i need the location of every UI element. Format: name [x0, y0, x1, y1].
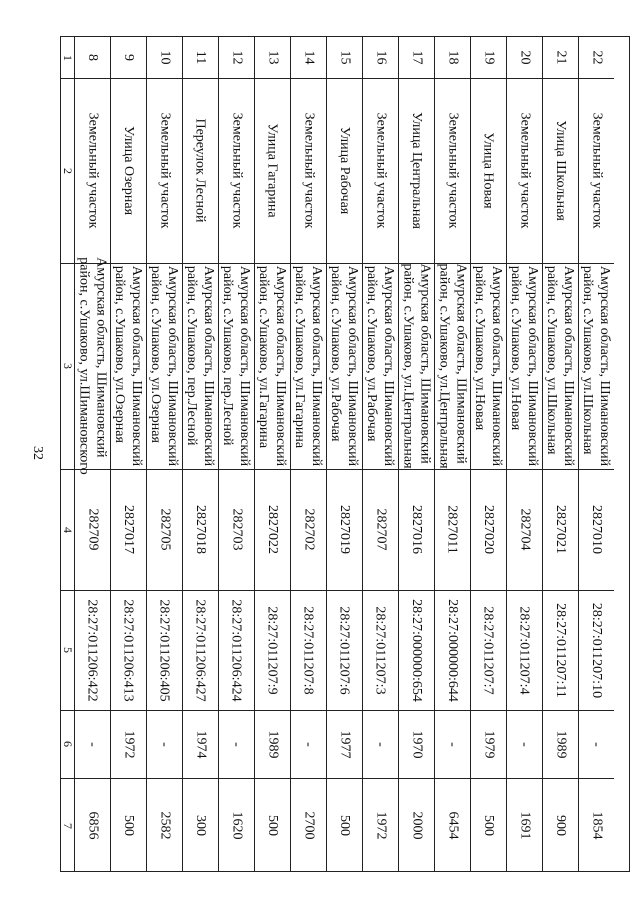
cadastral-number-text: 28:27:011207:3	[373, 605, 388, 695]
name-text: Улица Школьная	[553, 120, 569, 221]
address-line-2: район, с.Ушаково, ул.Школьная	[544, 265, 560, 455]
address-cell	[183, 263, 218, 469]
address-cell	[543, 263, 578, 469]
address-text	[580, 266, 614, 466]
cadastral-number-text: 28:27:011207:8	[301, 605, 316, 695]
address-cell	[399, 263, 434, 469]
code-cell	[579, 469, 614, 590]
cadastral-number-cell	[543, 590, 578, 710]
cadastral-number-cell	[75, 590, 110, 710]
name-cell	[435, 78, 470, 263]
row-number-cell	[543, 37, 578, 78]
address-cell	[75, 257, 110, 475]
row-number-text: 20	[517, 50, 532, 65]
cadastral-number-text: 28:27:011206:413	[121, 598, 136, 702]
table-row	[110, 37, 146, 871]
address-text	[328, 266, 362, 466]
name-cell	[327, 78, 362, 263]
header-label: 6	[60, 741, 75, 747]
code-text: 282702	[301, 508, 316, 551]
address-line-1: Амурская область, Шимановский	[489, 265, 505, 467]
address-line-2: район, с.Ушаково, ул.Рабочая	[328, 265, 344, 442]
code-cell	[543, 469, 578, 590]
value-cell	[183, 778, 218, 873]
name-text: Земельный участок	[589, 112, 604, 229]
value-text: 1972	[373, 811, 388, 840]
table-row	[470, 37, 506, 871]
address-cell	[363, 263, 398, 469]
row-number-text: 18	[445, 50, 460, 65]
year-text: 1989	[265, 730, 280, 758]
address-text	[400, 263, 434, 468]
row-number-cell	[435, 37, 470, 78]
table-row	[218, 37, 254, 871]
row-number-text: 10	[157, 50, 172, 65]
value-text: 900	[553, 815, 568, 836]
code-text: 282705	[157, 508, 172, 551]
header-label: 5	[60, 647, 75, 653]
table-row	[182, 37, 218, 871]
row-number-cell	[363, 37, 398, 78]
value-cell	[435, 778, 470, 873]
code-cell	[471, 469, 506, 590]
year-text: -	[588, 741, 604, 747]
name-text: Земельный участок	[301, 112, 316, 229]
address-cell	[327, 263, 362, 469]
name-cell	[111, 78, 146, 263]
name-text: Земельный участок	[157, 112, 172, 229]
address-text	[364, 266, 398, 466]
address-text	[148, 266, 182, 466]
code-cell	[507, 469, 542, 590]
cadastral-number-cell	[327, 590, 362, 710]
address-cell	[255, 263, 290, 469]
code-text: 2827021	[553, 505, 568, 554]
row-number-cell	[291, 37, 326, 78]
code-cell	[399, 469, 434, 590]
name-text: Земельный участок	[229, 112, 244, 229]
address-line-2: район, с.Ушаково, ул.Шимановского	[76, 257, 92, 475]
address-line-2: район, с.Ушаково, ул.Центральная	[400, 263, 416, 469]
cadastral-number-cell	[399, 590, 434, 710]
address-text	[256, 266, 290, 466]
year-text: -	[516, 741, 532, 747]
year-cell	[543, 710, 578, 778]
year-text: 1979	[481, 730, 496, 758]
address-line-2: район, с.Ушаково, ул.Озерная	[112, 265, 128, 443]
name-cell	[183, 78, 218, 263]
name-cell	[147, 78, 182, 263]
row-number-text: 21	[553, 50, 568, 65]
table-row	[542, 37, 578, 871]
row-number-cell	[147, 37, 182, 78]
value-text: 1691	[517, 811, 532, 840]
value-cell	[75, 778, 110, 873]
value-text: 500	[481, 815, 496, 836]
cadastral-number-text: 28:27:011207:7	[481, 605, 496, 695]
cadastral-number-text: 28:27:011207:9	[265, 605, 280, 695]
row-number-text: 19	[481, 50, 496, 65]
table-row	[362, 37, 398, 871]
year-cell	[219, 710, 254, 778]
name-cell	[291, 78, 326, 263]
address-text	[112, 266, 146, 466]
table-row	[398, 37, 434, 871]
address-text	[220, 266, 254, 466]
cadastral-number-cell	[363, 590, 398, 710]
value-text: 500	[121, 815, 136, 836]
header-label: 1	[60, 54, 75, 61]
value-cell	[111, 778, 146, 873]
name-cell	[219, 78, 254, 263]
name-cell	[471, 78, 506, 263]
table-row	[146, 37, 182, 871]
code-cell	[183, 469, 218, 590]
year-text: -	[444, 741, 460, 747]
row-number-text: 22	[589, 50, 604, 65]
year-cell	[471, 710, 506, 778]
year-cell	[399, 710, 434, 778]
value-text: 2582	[157, 811, 172, 840]
row-number-text: 17	[409, 50, 424, 65]
year-cell	[363, 710, 398, 778]
address-line-1: Амурская область, Шимановский	[273, 265, 289, 467]
table-row	[290, 37, 326, 871]
value-cell	[219, 778, 254, 873]
value-cell	[363, 778, 398, 873]
name-cell	[579, 78, 614, 263]
code-cell	[435, 469, 470, 590]
header-cell	[61, 37, 74, 78]
row-number-cell	[219, 37, 254, 78]
cadastral-number-cell	[507, 590, 542, 710]
cadastral-number-text: 28:27:011206:422	[85, 598, 100, 702]
address-line-1: Амурская область, Шимановский	[597, 265, 613, 467]
address-line-1: Амурская область, Шимановский	[417, 263, 433, 464]
row-number-text: 12	[229, 50, 244, 65]
name-text: Улица Гагарина	[265, 123, 281, 218]
header-cell	[61, 78, 74, 263]
cadastral-number-text: 28:27:000000:644	[445, 598, 461, 702]
cadastral-number-cell	[111, 590, 146, 710]
code-text: 2827010	[589, 505, 604, 554]
address-line-2: район, с.Ушаково, пер.Лесной	[220, 265, 236, 446]
year-cell	[327, 710, 362, 778]
value-cell	[507, 778, 542, 873]
address-text	[472, 266, 506, 466]
address-line-1: Амурская область, Шимановский	[381, 265, 397, 467]
year-text: 1989	[553, 730, 568, 758]
cadastral-number-text: 28:27:011207:11	[553, 602, 569, 698]
cadastral-number-text: 28:27:011206:424	[229, 598, 244, 702]
row-number-text: 15	[337, 50, 352, 65]
cadastral-number-text: 28:27:011206:405	[157, 598, 172, 702]
row-number-text: 9	[121, 54, 136, 61]
address-text	[436, 263, 470, 468]
header-cell	[61, 590, 74, 710]
name-cell	[255, 78, 290, 263]
value-cell	[399, 778, 434, 873]
address-line-2: район, с.Ушаково, ул.Центральная	[436, 263, 452, 469]
value-cell	[255, 778, 290, 873]
year-text: 1972	[121, 730, 136, 758]
year-text: 1970	[409, 730, 424, 758]
code-text: 282704	[517, 508, 532, 551]
cadastral-number-text: 28:27:011207:6	[337, 605, 352, 695]
cadastral-number-cell	[471, 590, 506, 710]
table-row	[254, 37, 290, 871]
name-cell	[363, 78, 398, 263]
table-row	[326, 37, 362, 871]
value-text: 300	[193, 815, 208, 836]
address-text	[508, 266, 542, 466]
address-line-1: Амурская область, Шимановский	[237, 265, 253, 467]
cadastral-number-text: 28:27:011207:10	[589, 602, 604, 698]
address-line-1: Амурская область, Шимановский	[453, 263, 469, 464]
year-text: -	[372, 741, 388, 747]
address-line-1: Амурская область, Шимановский	[201, 265, 217, 467]
cadastral-number-cell	[147, 590, 182, 710]
address-cell	[111, 263, 146, 469]
name-text: Земельный участок	[517, 112, 532, 229]
row-number-cell	[507, 37, 542, 78]
value-text: 1620	[229, 811, 244, 840]
name-text: Улица Озерная	[121, 125, 136, 216]
row-number-cell	[471, 37, 506, 78]
code-text: 282709	[85, 508, 100, 551]
year-cell	[183, 710, 218, 778]
header-label: 3	[60, 363, 75, 369]
address-cell	[471, 263, 506, 469]
year-cell	[255, 710, 290, 778]
address-line-2: район, с.Ушаково, ул.Новая	[508, 265, 524, 431]
name-text: Переулок Лесной	[193, 118, 208, 223]
year-cell	[579, 710, 614, 778]
name-text: Улица Центральная	[409, 112, 425, 229]
value-text: 500	[265, 815, 280, 836]
document-table	[60, 36, 630, 872]
cadastral-number-cell	[219, 590, 254, 710]
value-cell	[147, 778, 182, 873]
table-row	[434, 37, 470, 871]
address-cell	[507, 263, 542, 469]
address-line-2: район, с.Ушаково, ул.Школьная	[580, 265, 596, 455]
code-text: 2827020	[481, 505, 496, 554]
name-text: Земельный участок	[373, 112, 388, 229]
table-row	[578, 37, 614, 871]
address-line-2: район, с.Ушаково, ул.Гагарина	[292, 265, 308, 449]
name-cell	[75, 78, 110, 263]
row-number-cell	[579, 37, 614, 78]
value-text: 6454	[445, 811, 460, 840]
name-cell	[399, 78, 434, 263]
code-text: 282703	[229, 508, 244, 551]
address-line-2: район, с.Ушаково, пер.Лесной	[184, 265, 200, 446]
year-cell	[435, 710, 470, 778]
table-header-row	[61, 37, 74, 871]
row-number-cell	[75, 37, 110, 78]
code-text: 2827022	[265, 505, 280, 554]
address-cell	[219, 263, 254, 469]
year-text: -	[156, 741, 172, 747]
name-text: Земельный участок	[85, 112, 100, 229]
address-line-1: Амурская область, Шимановский	[561, 265, 577, 467]
year-cell	[111, 710, 146, 778]
row-number-text: 14	[301, 50, 316, 65]
address-cell	[579, 263, 614, 469]
cadastral-number-text: 28:27:011206:427	[193, 598, 208, 702]
header-cell	[61, 778, 74, 873]
code-cell	[363, 469, 398, 590]
header-label: 7	[60, 822, 75, 829]
row-number-text: 11	[192, 50, 208, 65]
cadastral-number-cell	[255, 590, 290, 710]
cadastral-number-cell	[579, 590, 614, 710]
value-text: 6856	[85, 811, 100, 840]
code-cell	[327, 469, 362, 590]
row-number-text: 16	[373, 50, 388, 65]
address-cell	[435, 263, 470, 469]
cadastral-number-cell	[435, 590, 470, 710]
address-cell	[147, 263, 182, 469]
code-text: 2827011	[445, 505, 461, 554]
code-cell	[291, 469, 326, 590]
address-line-2: район, с.Ушаково, ул.Новая	[472, 265, 488, 431]
code-cell	[255, 469, 290, 590]
name-text: Улица Новая	[481, 132, 496, 209]
year-cell	[507, 710, 542, 778]
value-text: 1854	[589, 811, 604, 840]
address-line-1: Амурская область, Шимановский	[309, 265, 325, 467]
address-line-2: район, с.Ушаково, ул.Гагарина	[256, 265, 272, 449]
header-label: 4	[60, 526, 75, 533]
table-row	[506, 37, 542, 871]
address-text	[76, 257, 110, 474]
row-number-cell	[255, 37, 290, 78]
code-text: 2827016	[409, 505, 424, 554]
cadastral-number-text: 28:27:000000:654	[409, 598, 425, 702]
value-text: 2000	[409, 811, 424, 840]
code-cell	[111, 469, 146, 590]
year-text: 1974	[193, 730, 208, 758]
year-text: -	[228, 741, 244, 747]
value-text: 2700	[301, 811, 316, 840]
code-text: 2827018	[193, 505, 208, 554]
code-text: 2827019	[337, 505, 352, 554]
address-line-2: район, с.Ушаково, ул.Озерная	[148, 265, 164, 443]
address-text	[184, 266, 218, 466]
year-text: -	[300, 741, 316, 747]
value-cell	[327, 778, 362, 873]
page-number: 32	[30, 446, 45, 460]
code-cell	[219, 469, 254, 590]
row-number-cell	[327, 37, 362, 78]
year-cell	[147, 710, 182, 778]
code-cell	[147, 469, 182, 590]
row-number-text: 13	[265, 50, 280, 65]
header-label: 2	[60, 167, 75, 174]
year-text: 1977	[337, 730, 352, 758]
cadastral-number-cell	[183, 590, 218, 710]
name-text: Земельный участок	[445, 112, 460, 229]
name-cell	[543, 78, 578, 263]
address-line-1: Амурская область, Шимановский	[165, 265, 181, 467]
code-cell	[75, 469, 110, 590]
row-number-cell	[399, 37, 434, 78]
address-line-1: Амурская область, Шимановский	[525, 265, 541, 467]
name-cell	[507, 78, 542, 263]
address-line-2: район, с.Ушаково, ул.Рабочая	[364, 265, 380, 442]
address-cell	[291, 263, 326, 469]
code-text: 2827017	[121, 505, 136, 554]
address-text	[544, 266, 578, 466]
code-text: 282707	[373, 508, 388, 551]
address-line-1: Амурская область, Шимановский	[129, 265, 145, 467]
value-cell	[291, 778, 326, 873]
row-number-text: 8	[85, 54, 100, 61]
year-cell	[291, 710, 326, 778]
year-cell	[75, 710, 110, 778]
header-cell	[61, 263, 74, 469]
table-row	[74, 37, 110, 871]
row-number-cell	[183, 37, 218, 78]
row-number-cell	[111, 37, 146, 78]
year-text: -	[84, 741, 100, 747]
header-cell	[61, 469, 74, 590]
header-cell	[61, 710, 74, 778]
value-cell	[471, 778, 506, 873]
name-text: Улица Рабочая	[337, 126, 353, 215]
address-line-1: Амурская область, Шимановский	[93, 257, 109, 458]
value-cell	[543, 778, 578, 873]
cadastral-number-text: 28:27:011207:4	[517, 605, 532, 695]
value-cell	[579, 778, 614, 873]
value-text: 500	[337, 815, 352, 836]
address-text	[292, 266, 326, 466]
address-line-1: Амурская область, Шимановский	[345, 265, 361, 467]
cadastral-number-cell	[291, 590, 326, 710]
